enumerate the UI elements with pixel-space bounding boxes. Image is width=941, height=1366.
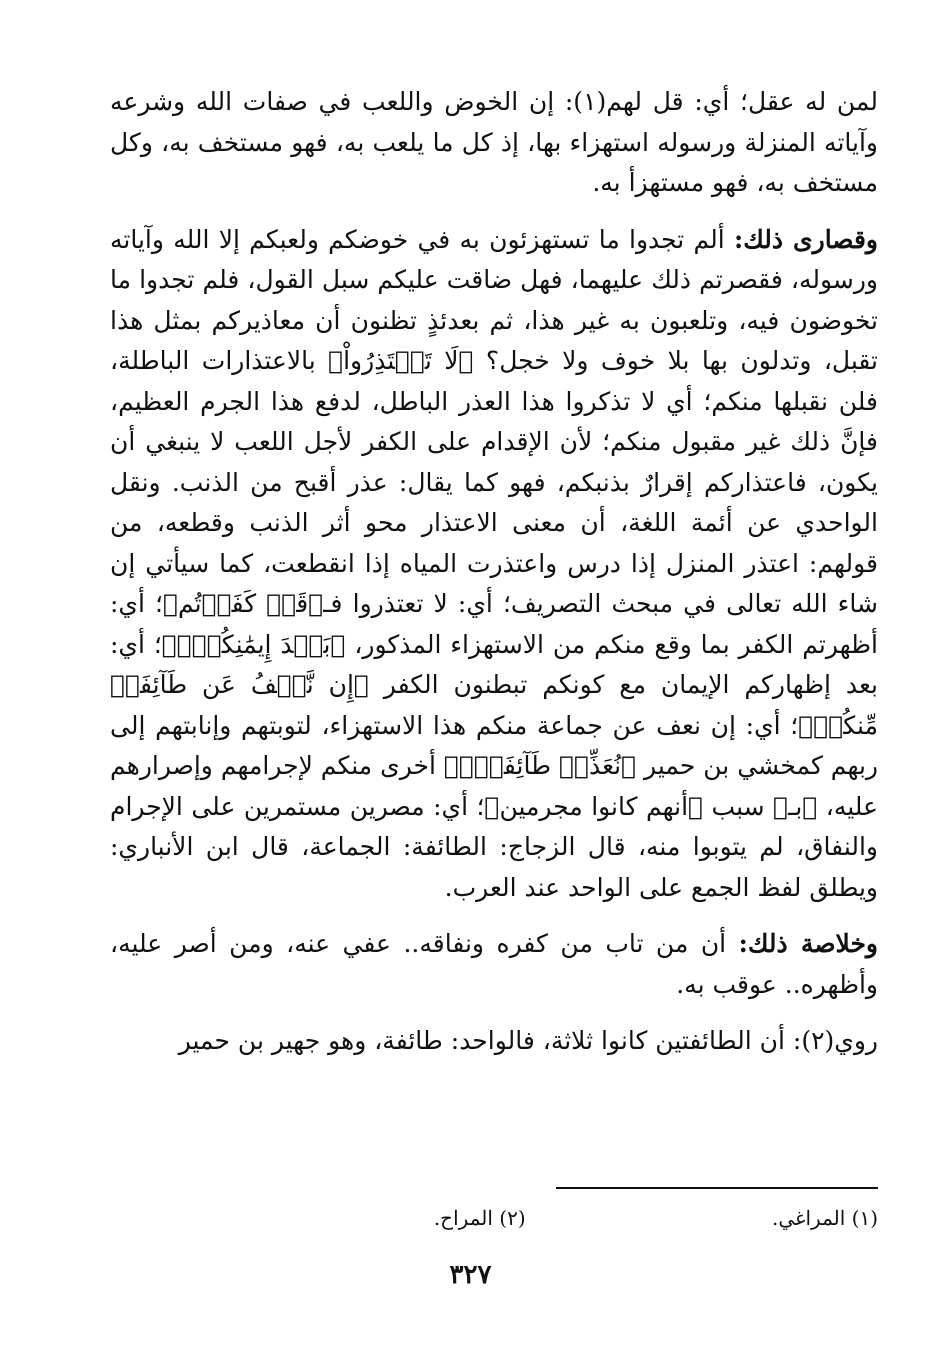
paragraph-conclusion <box>110 924 878 1005</box>
paragraph-narration <box>110 1021 878 1062</box>
paragraph-conclusion-lead: وخلاصة ذلك: <box>738 929 878 958</box>
footnote-2: (٢) المراح. <box>433 1206 526 1230</box>
footnotes <box>110 1203 878 1233</box>
paragraph-summary-text: ألم تجدوا ما تستهزئون به في خوضكم ولعبكم إلا الله وآياته ورسوله، فقصرتم ذلك عليهما، فهل ضاقت عليكم سبل القول، فلم تجدوا ما تخوضون فيه، وتلعبون به غير هذا، ثم بعدئذٍ تظنون أن معاذيركم بمثل هذا تقبل، وتدلون بها بلا خوف ولا خجل؟ ﴿لَا تَعۡتَذِرُواْ﴾ بالاعتذارات الباطلة، فلن نقبلها منكم؛ أي لا تذكروا هذا العذر الباطل، لدفع هذا الجرم العظيم، فإنَّ ذلك غير مقبول منكم؛ لأن الإقدام على الكفر لأجل اللعب لا ينبغي أن يكون، فاعتذاركم إقرارٌ بذنبكم، فهو كما يقال: عذر أقبح من الذنب. ونقل الواحدي عن أئمة اللغة، أن معنى الاعتذار محو أثر الذنب وقطعه، من قولهم: اعتذر المنزل إذا درس واعتذرت المياه إذا انقطعت، كما سيأتي إن شاء الله تعالى في مبحث التصريف؛ أي: لا تعتذروا فـ﴿قَدۡ كَفَرۡتُم﴾؛ أي: أظهرتم الكفر بما وقع منكم من الاستهزاء المذكور، ﴿بَعۡدَ إِيمَٰنِكُمۡۚ﴾؛ أي: بعد إظهاركم الإيمان مع كونكم تبطنون الكفر ﴿إِن نَّعۡفُ عَن طَآئِفَةٖ مِّنكُمۡ﴾؛ أي: إن نعف عن جماعة منكم هذا الاستهزاء، لتوبتهم وإنابتهم إلى ربهم كمخشي بن حمير ﴿نُعَذِّبۡ طَآئِفَةَۢ﴾ أخرى منكم لإجرامهم وإصرارهم عليه، ﴿بـ﴾ سبب ﴿أنهم كانوا مجرمين﴾؛ أي: مصرين مستمرين على الإجرام والنفاق، لم يتوبوا منه، قال الزجاج: الطائفة: الجماعة، قال ابن الأنباري: ويطلق لفظ الجمع على الواحد عند العرب. <box>110 224 878 902</box>
paragraph-intro-text: لمن له عقل؛ أي: قل لهم(١): إن الخوض واللعب في صفات الله وشرعه وآياته المنزلة ورسوله استهزاء بها، إذ كل ما يلعب به، فهو مستخف به، وكل مستخف به، فهو مستهزأ به. <box>110 87 878 197</box>
paragraph-narration-text: روي(٢): أن الطائفتين كانوا ثلاثة، فالواحد: طائفة، وهو جهير بن حمير <box>178 1026 878 1055</box>
paragraph-intro <box>110 82 878 204</box>
paragraph-summary-lead: وقصارى ذلك: <box>733 224 879 254</box>
page-number: ٣٢٧ <box>449 1260 492 1290</box>
paragraph-conclusion-text: أن من تاب من كفره ونفاقه.. عفي عنه، ومن أصر عليه، وأظهره.. عوقب به. <box>110 929 878 999</box>
footnote-separator <box>556 1187 878 1189</box>
main-text <box>110 82 878 1062</box>
footnote-1: (١) المراغي. <box>771 1206 878 1230</box>
paragraph-summary <box>110 220 878 909</box>
